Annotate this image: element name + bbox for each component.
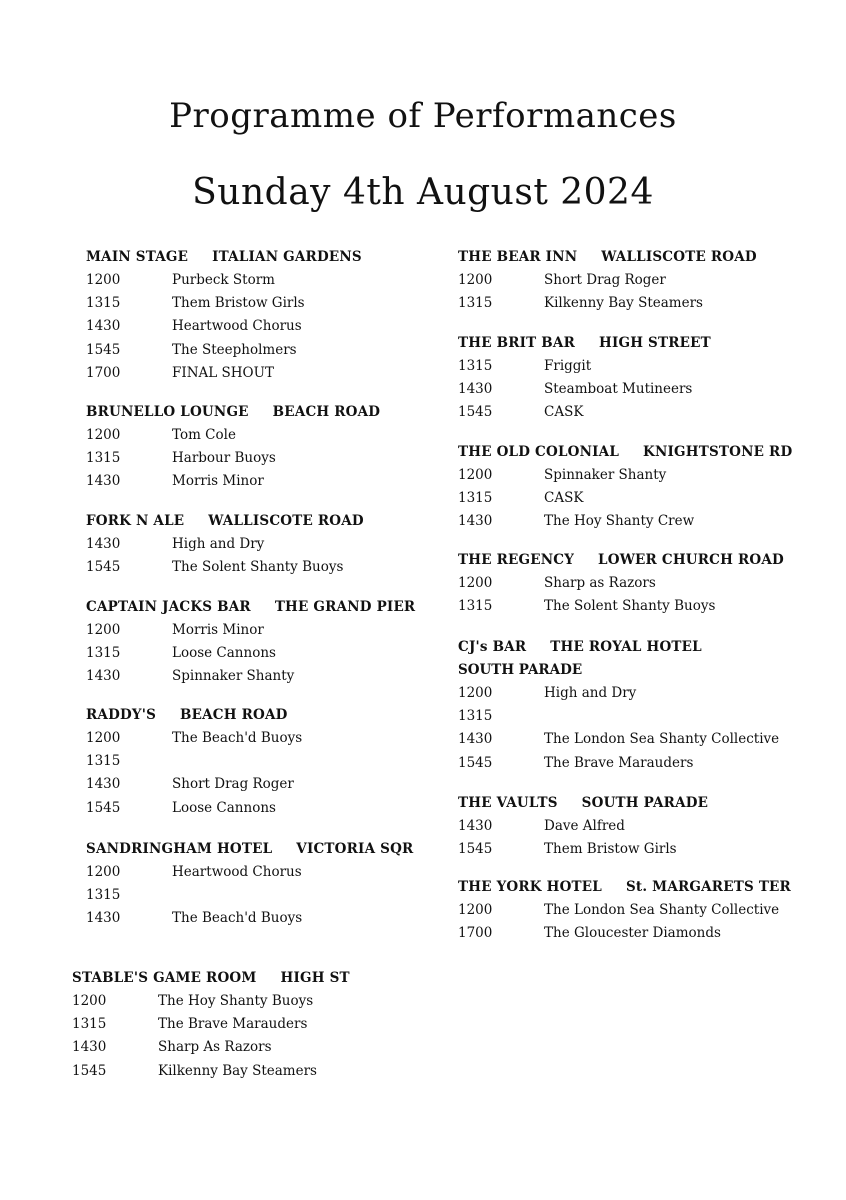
performer-name: The Hoy Shanty Buoys [158, 993, 314, 1009]
performer-name: Kilkenny Bay Steamers [544, 295, 703, 312]
performance-row [458, 682, 702, 705]
venue-block [458, 441, 792, 534]
venue-block [86, 510, 364, 579]
performer-name: Heartwood Chorus [172, 864, 302, 880]
performance-row [72, 990, 350, 1013]
performer-name: The Brave Marauders [544, 754, 694, 771]
venue-name: THE VAULTS [458, 795, 558, 811]
performance-row [86, 773, 294, 796]
performer-name: CASK [544, 404, 584, 421]
performance-row [86, 556, 364, 579]
performance-row [86, 619, 415, 642]
performer-name: Sharp as Razors [544, 575, 656, 591]
performance-row [458, 355, 711, 378]
performance-time: 1700 [86, 364, 121, 381]
venue-location: WALLISCOTE ROAD [601, 249, 757, 265]
venue-name: THE BRIT BAR [458, 335, 575, 351]
page-title: Programme of Performances [169, 96, 677, 136]
performer-name: High and Dry [172, 536, 265, 552]
venue-name: RADDY'S [86, 707, 157, 723]
performance-row [86, 665, 415, 688]
performer-name: Short Drag Roger [172, 776, 294, 793]
performer-name: The Beach'd Buoys [172, 730, 303, 746]
venue-heading [458, 441, 792, 464]
performance-time: 1430 [458, 513, 493, 530]
performer-name: CASK [544, 490, 584, 507]
event-date: Sunday 4th August 2024 [192, 172, 654, 213]
venue-location: SOUTH PARADE [581, 795, 709, 811]
venue-block [86, 596, 415, 689]
performance-time: 1200 [86, 864, 121, 880]
performance-time: 1545 [86, 341, 121, 358]
venue-location: LOWER CHURCH ROAD [598, 552, 784, 568]
performance-time: 1545 [86, 799, 121, 816]
performance-time: 1315 [458, 358, 493, 374]
performance-row [458, 269, 757, 292]
venue-heading [86, 838, 413, 861]
performance-row [458, 401, 711, 424]
performance-time: 1430 [86, 473, 121, 490]
performance-time: 1315 [86, 450, 121, 467]
venue-heading [458, 332, 711, 355]
performer-name: Steamboat Mutineers [544, 381, 693, 398]
performance-row [458, 815, 708, 838]
venue-location: ITALIAN GARDENS [212, 249, 362, 265]
performance-row [86, 470, 380, 493]
venue-block [458, 246, 757, 315]
performer-name: Loose Cannons [172, 645, 276, 662]
venue-heading [86, 596, 415, 619]
performer-name: Purbeck Storm [172, 272, 275, 288]
performance-time: 1200 [458, 685, 493, 701]
venue-location: WALLISCOTE ROAD [208, 513, 364, 529]
performance-time: 1430 [86, 536, 121, 552]
venue-location: BEACH ROAD [180, 707, 288, 723]
venue-name: CJ's BAR [458, 639, 527, 655]
venue-block [458, 549, 784, 618]
performance-time: 1545 [458, 404, 493, 421]
venue-name: THE REGENCY [458, 552, 575, 568]
performance-time: 1545 [458, 754, 493, 771]
performance-row [86, 750, 288, 773]
venue-name: SANDRINGHAM HOTEL [86, 841, 273, 857]
performance-row [458, 487, 792, 510]
performance-row [86, 269, 362, 292]
performance-row [458, 464, 792, 487]
venue-heading [458, 876, 791, 899]
performance-row [458, 378, 711, 401]
venue-name: THE OLD COLONIAL [458, 444, 620, 460]
venue-location: St. MARGARETS TER [625, 879, 791, 895]
performance-row [458, 899, 791, 922]
performance-row [86, 533, 364, 556]
performer-name: The Steepholmers [172, 341, 297, 358]
performance-row [86, 797, 288, 820]
performance-row [86, 315, 362, 338]
performer-name: The London Sea Shanty Collective [544, 902, 780, 918]
performance-row [86, 424, 380, 447]
performance-row [86, 362, 362, 385]
venue-heading [458, 792, 708, 815]
venue-name: CAPTAIN JACKS BAR [86, 599, 251, 615]
performance-row [458, 595, 784, 618]
venue-heading [72, 967, 350, 990]
performer-name: The Solent Shanty Buoys [544, 598, 716, 615]
performance-time: 1545 [86, 559, 121, 576]
performance-time: 1430 [86, 318, 121, 335]
performance-time: 1315 [458, 598, 493, 615]
venue-block [72, 967, 350, 1083]
performer-name: The Beach'd Buoys [172, 910, 303, 927]
venue-block [86, 704, 303, 820]
performance-time: 1315 [458, 295, 493, 312]
performance-row [458, 922, 791, 945]
performer-name: Friggit [544, 358, 592, 374]
venue-name: FORK N ALE [86, 513, 185, 529]
venue-name: BRUNELLO LOUNGE [86, 404, 249, 420]
venue-name: THE YORK HOTEL [458, 879, 602, 895]
performer-name: FINAL SHOUT [172, 364, 274, 381]
performance-row [458, 510, 792, 533]
venue-location: VICTORIA SQR [296, 841, 414, 857]
performance-row [86, 884, 413, 907]
performance-time: 1315 [458, 708, 493, 725]
performance-time: 1200 [86, 622, 121, 638]
venue-block [458, 792, 708, 861]
venue-block [458, 876, 791, 945]
venue-heading [458, 549, 784, 572]
performance-time: 1200 [458, 575, 493, 591]
venue-name: MAIN STAGE [86, 249, 189, 265]
performance-time: 1545 [72, 1062, 107, 1079]
venue-block [86, 838, 413, 931]
performance-time: 1315 [86, 295, 121, 312]
venue-location: THE GRAND PIER [274, 599, 416, 615]
performance-row [458, 572, 784, 595]
venue-location: KNIGHTSTONE RD [643, 444, 793, 460]
venue-heading [86, 401, 380, 424]
performer-name: The Solent Shanty Buoys [172, 559, 344, 576]
venue-heading [458, 636, 702, 659]
performer-name: High and Dry [544, 685, 637, 701]
venue-sublocation: SOUTH PARADE [458, 662, 583, 678]
performer-name: The London Sea Shanty Collective [544, 731, 780, 748]
performance-row [458, 838, 708, 861]
performance-time: 1430 [458, 818, 493, 834]
performance-time: 1200 [72, 993, 107, 1009]
venue-location: HIGH ST [280, 970, 350, 986]
venue-location: THE ROYAL HOTEL [550, 639, 702, 655]
performer-name: The Brave Marauders [158, 1016, 308, 1033]
performance-time: 1430 [86, 910, 121, 927]
performance-row [458, 292, 757, 315]
performer-name: Loose Cannons [172, 799, 276, 816]
venue-name: THE BEAR INN [458, 249, 578, 265]
venue-heading [86, 510, 364, 533]
performance-row [458, 752, 702, 775]
performance-time: 1200 [458, 902, 493, 918]
performer-name: The Hoy Shanty Crew [544, 513, 695, 530]
venue-name: STABLE'S GAME ROOM [72, 970, 257, 986]
performance-row [86, 339, 362, 362]
performer-name: Them Bristow Girls [544, 841, 677, 858]
performance-time: 1430 [86, 668, 121, 685]
performance-row [72, 1060, 350, 1083]
performance-time: 1315 [86, 887, 121, 904]
performance-time: 1315 [72, 1016, 107, 1033]
performance-time: 1200 [86, 427, 121, 443]
performance-time: 1200 [86, 272, 121, 288]
performer-name: Spinnaker Shanty [172, 668, 295, 685]
venue-block [458, 636, 780, 775]
performance-time: 1430 [458, 381, 493, 398]
performance-time: 1315 [86, 645, 121, 662]
performer-name: Short Drag Roger [544, 272, 666, 288]
performance-time: 1700 [458, 925, 493, 942]
performer-name: Heartwood Chorus [172, 318, 302, 335]
performance-row [86, 642, 415, 665]
performance-row [86, 727, 303, 750]
performance-time: 1430 [458, 731, 493, 748]
performance-row [458, 705, 702, 728]
venue-location: HIGH STREET [599, 335, 711, 351]
performance-time: 1200 [458, 467, 493, 483]
performance-row [458, 728, 780, 751]
performance-time: 1200 [458, 272, 493, 288]
performance-row [86, 292, 362, 315]
performer-name: The Gloucester Diamonds [544, 925, 721, 942]
performance-time: 1545 [458, 841, 493, 858]
venue-heading [86, 704, 288, 727]
performance-time: 1200 [86, 730, 121, 746]
venue-heading [458, 246, 757, 269]
venue-block [458, 332, 711, 425]
performance-time: 1315 [458, 490, 493, 507]
performance-time: 1430 [72, 1039, 107, 1056]
performer-name: Dave Alfred [544, 818, 625, 834]
performer-name: Kilkenny Bay Steamers [158, 1062, 317, 1079]
performer-name: Tom Cole [172, 427, 236, 443]
performance-row [86, 861, 413, 884]
venue-block [86, 246, 362, 385]
performance-row [72, 1036, 350, 1059]
performer-name: Sharp As Razors [158, 1039, 272, 1056]
performer-name: Morris Minor [172, 473, 264, 490]
performance-row [86, 447, 380, 470]
venue-block [86, 401, 380, 494]
venue-heading [86, 246, 362, 269]
performer-name: Spinnaker Shanty [544, 467, 667, 483]
performance-time: 1430 [86, 776, 121, 793]
performer-name: Morris Minor [172, 622, 264, 638]
venue-location: BEACH ROAD [272, 404, 381, 420]
performer-name: Them Bristow Girls [172, 295, 305, 312]
performance-row [72, 1013, 350, 1036]
performer-name: Harbour Buoys [172, 450, 276, 467]
performance-time: 1315 [86, 753, 121, 770]
performance-row [86, 907, 413, 930]
